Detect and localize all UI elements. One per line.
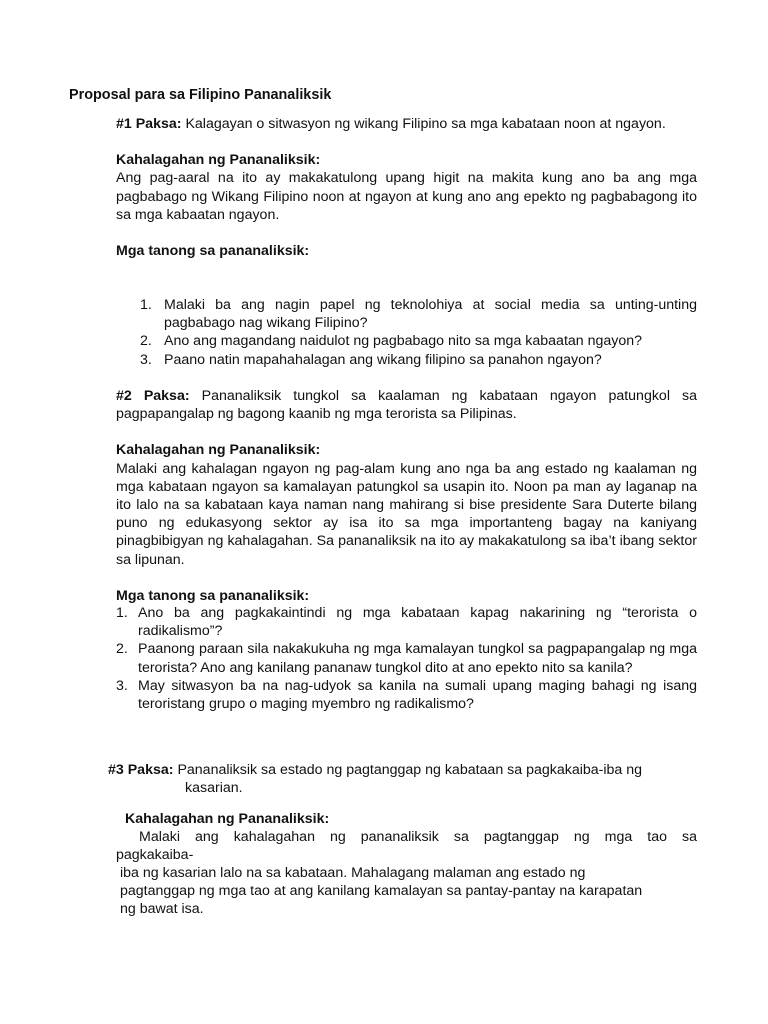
topic3-paragraph [108, 761, 642, 779]
list-item [140, 332, 697, 350]
topic1-importance-text: Ang pag-aaral na ito ay makakatulong upang higit na makita kung ano ba ang mga pagbabago ng Wikang Filipino noon at ngayon at kung ano ang epekto ng pagbabagong ito sa mga kabaatan ngayon. [116, 170, 697, 223]
list-text: Ano ang magandang naidulot ng pagbabago nito sa mga kabaatan ngayon? [164, 333, 643, 350]
topic1-text: Kalagayan o sitwasyon ng wikang Filipino sa mga kabataan noon at ngayon. [185, 116, 666, 132]
topic2-label: #2 Paksa: [116, 388, 190, 404]
topic2-importance-heading: Kahalagahan ng Pananaliksik: [116, 442, 321, 459]
list-number: 3. [116, 677, 128, 694]
list-text: Malaki ba ang nagin papel ng teknolohiya at social media sa unting-unting pagbabago nag wikang Filipino? [164, 297, 697, 332]
topic3-importance-heading: Kahalagahan ng Pananaliksik: [125, 811, 330, 827]
topic1-section [116, 115, 697, 260]
list-item [116, 677, 697, 713]
topic3-text-line1: Pananaliksik sa estado ng pagtanggap ng kabataan sa pagkakaiba-iba ng [177, 762, 643, 778]
topic3-importance-line3: iba ng kasarian lalo na sa kabataan. Mahalagang malaman ang estado ng [120, 865, 586, 881]
topic2-section [116, 387, 697, 605]
list-text: Ano ba ang pagkakaintindi ng mga kabataan kapag nakarining ng “terorista o radikalismo”? [138, 605, 697, 640]
list-number: 2. [140, 333, 152, 350]
topic2-paragraph [116, 387, 697, 423]
topic3-importance-line1: Malaki ang kahalagahan ng pananaliksik sa pagtanggap ng mga tao sa [139, 829, 697, 845]
topic3-importance-line2: pagkakaiba- [116, 847, 194, 863]
page-title: Proposal para sa Filipino Pananaliksik [69, 87, 332, 103]
list-number: 3. [140, 351, 152, 368]
topic1-importance-heading: Kahalagahan ng Pananaliksik: [116, 152, 321, 169]
list-item [116, 640, 697, 676]
list-item [140, 351, 697, 369]
topic1-label: #1 Paksa: [116, 116, 182, 132]
topic2-text: Pananaliksik tungkol sa kaalaman ng kabataan ngayon patungkol sa pagpapangalap ng bagong kaanib ng mga terorista sa Pilipinas. [116, 388, 697, 423]
list-item [140, 296, 697, 332]
list-number: 1. [140, 297, 152, 313]
topic2-questions-heading: Mga tanong sa pananaliksik: [116, 587, 310, 604]
topic1-paragraph [116, 115, 697, 133]
topic2-questions-list [116, 604, 697, 713]
list-text: May sitwasyon ba na nag-udyok sa kanila na sumali upang maging bahagi ng isang teroristang grupo o maging myembro ng radikalismo? [138, 677, 697, 713]
topic3-label: #3 Paksa: [108, 762, 174, 778]
list-item [116, 604, 697, 640]
list-text: Paano natin mapahahalagan ang wikang filipino sa panahon ngayon? [164, 351, 602, 368]
topic3-importance-line4: pagtanggap ng mga tao at ang kanilang kamalayan sa pantay-pantay na karapatan [120, 883, 643, 899]
topic2-importance-text: Malaki ang kahalagan ngayon ng pag-alam kung ano nga ba ang estado ng kaalaman ng mga kabataan ngayon sa kamalayan patungkol sa usapin ito. Noon pa man ay laganap na ito lalo na sa kabataan kaya naman nang mahirang si bise presidente Sara Duterte bilang puno ng edukasyong sektor ay isa ito sa mga importanteng bagay na kaniyang pinagbibigyan ng kahalagahan. Sa pananaliksik na ito ay makakatulong sa iba’t ibang sektor sa lipunan. [116, 460, 697, 568]
list-number: 1. [116, 605, 128, 621]
topic3-text-line2: kasarian. [185, 780, 243, 796]
topic1-questions-heading: Mga tanong sa pananaliksik: [116, 243, 310, 260]
list-text: Paanong paraan sila nakakukuha ng mga kamalayan tungkol sa pagpapangalap ng mga terorista? Ano ang kanilang pananaw tungkol dito at ano epekto nito sa kanila? [138, 641, 697, 676]
topic3-importance-line5: ng bawat isa. [120, 901, 204, 917]
list-number: 2. [116, 641, 128, 658]
topic1-questions-list [140, 296, 697, 369]
